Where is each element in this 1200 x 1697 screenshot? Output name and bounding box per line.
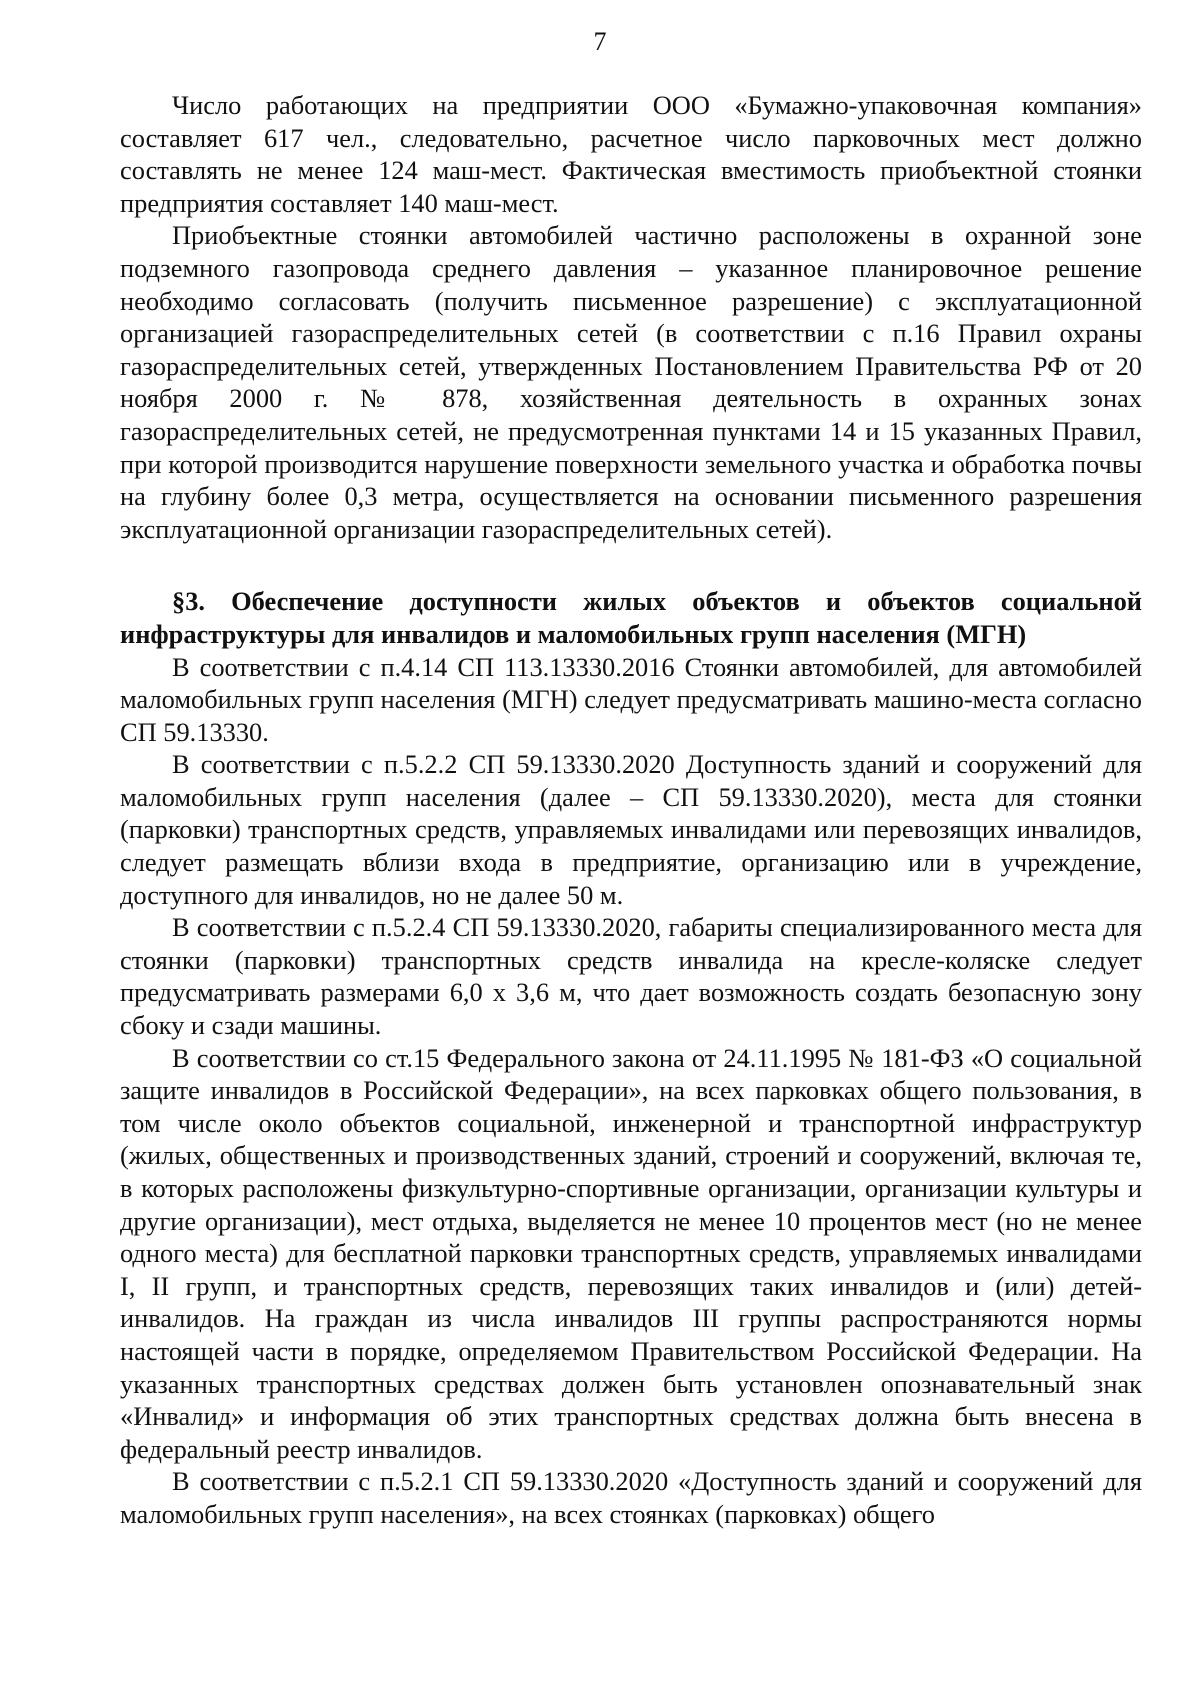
page-number: 7 bbox=[593, 27, 607, 56]
paragraph-sp59-5-2-4: В соответствии с п.5.2.4 СП 59.13330.2020, габариты специализированного места для стоянки (парковки) транспортных средств инвалида на кресле-коляске следует предусматривать размерами 6,0 х 3,6 м, что дает возможность создать безопасную зону сбоку и сзади машины. bbox=[120, 912, 1142, 1041]
paragraph-parking-count: Число работающих на предприятии ООО «Бумажно-упаковочная компания» составляет 617 чел., следовательно, расчетное число парковочных мест должно составлять не менее 124 маш-мест. Фактическая вместимость приобъектной стоянки предприятия составляет 140 маш-мест. bbox=[120, 90, 1142, 218]
document-body bbox=[120, 89, 1142, 1531]
paragraph-gas-pipeline-zone: Приобъектные стоянки автомобилей частично расположены в охранной зоне подземного газопровода среднего давления – указанное планировочное решение необходимо согласовать (получить письменное разрешение) с эксплуатационной организацией газораспределительных сетей (в соответствии с п.16 Правил охраны газораспределительных сетей, утвержденных Постановлением Правительства РФ от 20 ноября 2000 г. № 878, хозяйственная деятельность в охранных зонах газораспределительных сетей, не предусмотренная пунктами 14 и 15 указанных Правил, при которой производится нарушение поверхности земельного участка и обработка почвы на глубину более 0,3 метра, осуществляется на основании письменного разрешения эксплуатационной организации газораспределительных сетей). bbox=[120, 220, 1142, 544]
paragraph-federal-law-181: В соответствии со ст.15 Федерального закона от 24.11.1995 № 181-ФЗ «О социальной защите инвалидов в Российской Федерации», на всех парковках общего пользования, в том числе около объектов социальной, инженерной и транспортной инфраструктур (жилых, общественных и производственных зданий, строений и сооружений, включая те, в которых расположены физкультурно-спортивные организации, организации культуры и другие организации), мест отдыха, выделяется не менее 10 процентов мест (но не менее одного места) для бесплатной парковки транспортных средств, управляемых инвалидами I, II групп, и транспортных средств, перевозящих таких инвалидов и (или) детей-инвалидов. На граждан из числа инвалидов III группы распространяются нормы настоящей части в порядке, определяемом Правительством Российской Федерации. На указанных транспортных средствах должен быть установлен опознавательный знак «Инвалид» и информация об этих транспортных средствах должна быть внесена в федеральный реестр инвалидов. bbox=[120, 1042, 1142, 1464]
paragraph-sp59-5-2-1: В соответствии с п.5.2.1 СП 59.13330.2020 «Доступность зданий и сооружений для маломобильных групп населения», на всех стоянках (парковках) общего bbox=[120, 1466, 1142, 1529]
section-heading: §3. Обеспечение доступности жилых объектов и объектов социальной инфраструктуры для инвалидов и маломобильных групп населения (МГН) bbox=[120, 586, 1142, 649]
paragraph-sp59-5-2-2: В соответствии с п.5.2.2 СП 59.13330.2020 Доступность зданий и сооружений для маломобильных групп населения (далее – СП 59.13330.2020), места для стоянки (парковки) транспортных средств, управляемых инвалидами или перевозящих инвалидов, следует размещать вблизи входа в предприятие, организацию или в учреждение, доступного для инвалидов, но не далее 50 м. bbox=[120, 749, 1142, 910]
paragraph-sp113: В соответствии с п.4.14 СП 113.13330.2016 Стоянки автомобилей, для автомобилей маломобильных групп населения (МГН) следует предусматривать машино-места согласно СП 59.13330. bbox=[120, 651, 1142, 747]
